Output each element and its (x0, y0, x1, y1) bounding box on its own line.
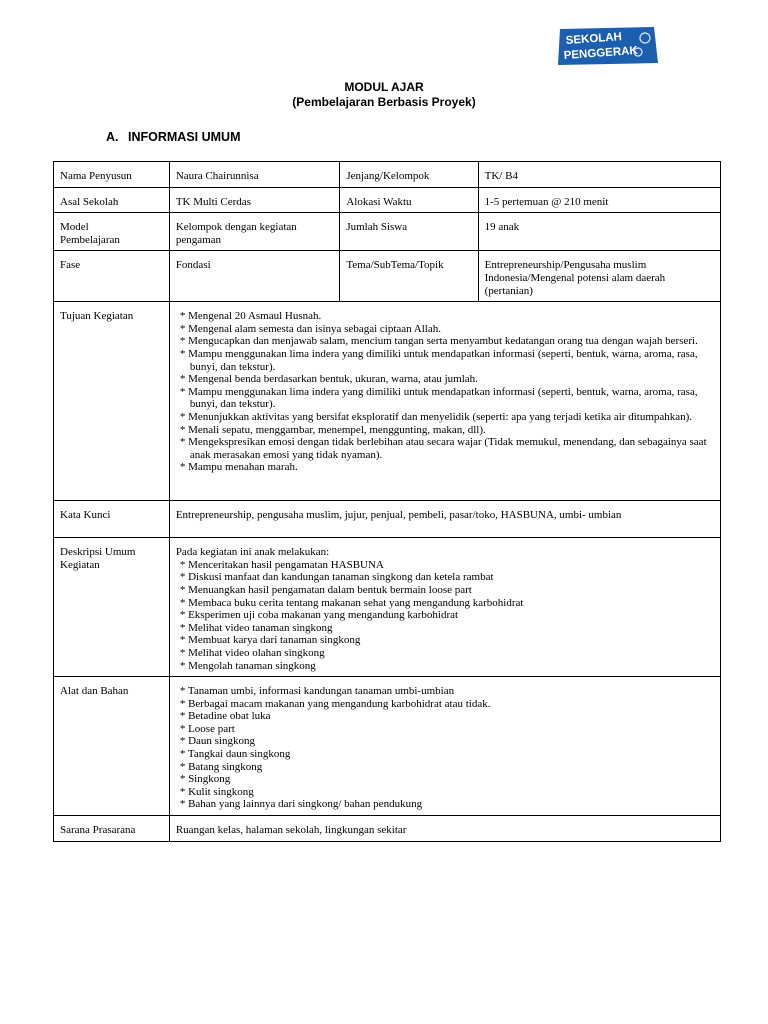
table-row (54, 187, 721, 213)
list-item: * Diskusi manfaat dan kandungan tanaman singkong dan ketela rambat (180, 571, 714, 584)
value-deskripsi (169, 538, 720, 677)
list-item: * Mengenal benda berdasarkan bentuk, ukuran, warna, atau jumlah. (180, 373, 714, 386)
list-item: * Membuat karya dari tanaman singkong (180, 634, 714, 647)
value-alat (169, 677, 720, 816)
list-item: * Tanaman umbi, informasi kandungan tanaman umbi-umbian (180, 685, 714, 698)
label-model-line2: Pembelajaran (60, 233, 120, 246)
label-sarana: Sarana Prasarana (54, 816, 170, 842)
label-asal-sekolah: Asal Sekolah (54, 187, 170, 213)
label-tujuan: Tujuan Kegiatan (54, 302, 170, 501)
list-item: * Menali sepatu, menggambar, menempel, menggunting, makan, dll). (180, 424, 714, 437)
value-alokasi: 1-5 pertemuan @ 210 menit (478, 187, 720, 213)
label-nama-penyusun: Nama Penyusun (54, 162, 170, 188)
label-alokasi: Alokasi Waktu (340, 187, 478, 213)
label-fase: Fase (54, 251, 170, 302)
value-sarana: Ruangan kelas, halaman sekolah, lingkungan sekitar (169, 816, 720, 842)
label-deskripsi-line2: Kegiatan (60, 558, 100, 571)
title-main: MODUL AJAR (344, 80, 424, 94)
value-tema-line3: (pertanian) (484, 284, 533, 297)
value-tema-line1: Entrepreneurship/Pengusaha muslim (484, 259, 647, 272)
title-sub: (Pembelajaran Berbasis Proyek) (292, 95, 476, 109)
label-model-line1: Model (60, 221, 89, 234)
list-item: * Singkong (180, 773, 714, 786)
value-kata-kunci: Entrepreneurship, pengusaha muslim, jujur, penjual, pembeli, pasar/toko, HASBUNA, umbi- umbian (169, 501, 720, 538)
list-item: * Batang singkong (180, 761, 714, 774)
list-item: * Berbagai macam makanan yang mengandung karbohidrat atau tidak. (180, 698, 714, 711)
logo-text-line2: PENGGERAK (563, 44, 639, 62)
list-item: * Daun singkong (180, 735, 714, 748)
list-item: * Tangkai daun singkong (180, 748, 714, 761)
section-letter: A. (106, 130, 119, 144)
logo-text-line1: SEKOLAH (565, 31, 623, 47)
label-deskripsi (54, 538, 170, 677)
list-item: * Kulit singkong (180, 786, 714, 799)
table-row (54, 538, 721, 677)
label-deskripsi-line1: Deskripsi Umum (60, 546, 136, 559)
table-row (54, 213, 721, 251)
section-title: INFORMASI UMUM (128, 130, 241, 144)
value-tema (478, 251, 720, 302)
list-item: * Melihat video olahan singkong (180, 647, 714, 660)
list-item: * Mengolah tanaman singkong (180, 660, 714, 673)
list-item: * Melihat video tanaman singkong (180, 622, 714, 635)
document-title (0, 80, 768, 110)
tujuan-list (176, 310, 714, 474)
value-jumlah-siswa: 19 anak (478, 213, 720, 251)
table-row (54, 251, 721, 302)
list-item: * Mengenal 20 Asmaul Husnah. (180, 310, 714, 323)
list-item: * Bahan yang lainnya dari singkong/ bahan pendukung (180, 798, 714, 811)
label-kata-kunci: Kata Kunci (54, 501, 170, 538)
label-model (54, 213, 170, 251)
info-table (53, 161, 721, 842)
value-tema-line2: Indonesia/Mengenal potensi alam daerah (484, 271, 666, 284)
label-alat: Alat dan Bahan (54, 677, 170, 816)
list-item: * Mengenal alam semesta dan isinya sebagai ciptaan Allah. (180, 323, 714, 336)
list-item: * Menuangkan hasil pengamatan dalam bentuk bermain loose part (180, 584, 714, 597)
value-model-line2: pengaman (175, 233, 222, 246)
list-item: * Loose part (180, 723, 714, 736)
table-row (54, 302, 721, 501)
table-row (54, 501, 721, 538)
list-item: * Menceritakan hasil pengamatan HASBUNA (180, 559, 714, 572)
label-jenjang: Jenjang/Kelompok (340, 162, 478, 188)
sekolah-penggerak-logo (554, 25, 660, 67)
section-heading (106, 130, 241, 144)
value-fase: Fondasi (169, 251, 340, 302)
deskripsi-intro: Pada kegiatan ini anak melakukan: (175, 546, 330, 559)
value-nama-penyusun: Naura Chairunnisa (169, 162, 340, 188)
label-tema: Tema/SubTema/Topik (340, 251, 478, 302)
list-item: * Betadine obat luka (180, 710, 714, 723)
value-tujuan (169, 302, 720, 501)
list-item: * Mampu menggunakan lima indera yang dimiliki untuk mendapatkan informasi (seperti, bentuk, warna, aroma, rasa, bunyi, dan tekstur). (180, 348, 714, 373)
list-item: * Mampu menggunakan lima indera yang dimiliki untuk mendapatkan informasi (seperti, bentuk, warna, aroma, rasa, bunyi, dan tekstur). (180, 386, 714, 411)
deskripsi-list (176, 559, 714, 672)
list-item: * Mampu menahan marah. (180, 461, 714, 474)
value-asal-sekolah: TK Multi Cerdas (169, 187, 340, 213)
list-item: * Mengekspresikan emosi dengan tidak berlebihan atau secara wajar (Tidak memukul, menendang, dan sebagainya saat anak merasakan emosi yang tidak nyaman). (180, 436, 714, 461)
list-item: * Membaca buku cerita tentang makanan sehat yang mengandung karbohidrat (180, 597, 714, 610)
value-model-line1: Kelompok dengan kegiatan (175, 221, 297, 234)
value-jenjang: TK/ B4 (478, 162, 720, 188)
label-jumlah-siswa: Jumlah Siswa (340, 213, 478, 251)
table-row (54, 677, 721, 816)
list-item: * Mengucapkan dan menjawab salam, mencium tangan serta menyambut kedatangan orang tua dengan wajah berseri. (180, 335, 714, 348)
alat-list (176, 685, 714, 811)
value-model (169, 213, 340, 251)
list-item: * Menunjukkan aktivitas yang bersifat eksploratif dan menyelidik (seperti: apa yang terjadi ketika air ditumpahkan). (180, 411, 714, 424)
table-row (54, 816, 721, 842)
list-item: * Eksperimen uji coba makanan yang mengandung karbohidrat (180, 609, 714, 622)
table-row (54, 162, 721, 188)
